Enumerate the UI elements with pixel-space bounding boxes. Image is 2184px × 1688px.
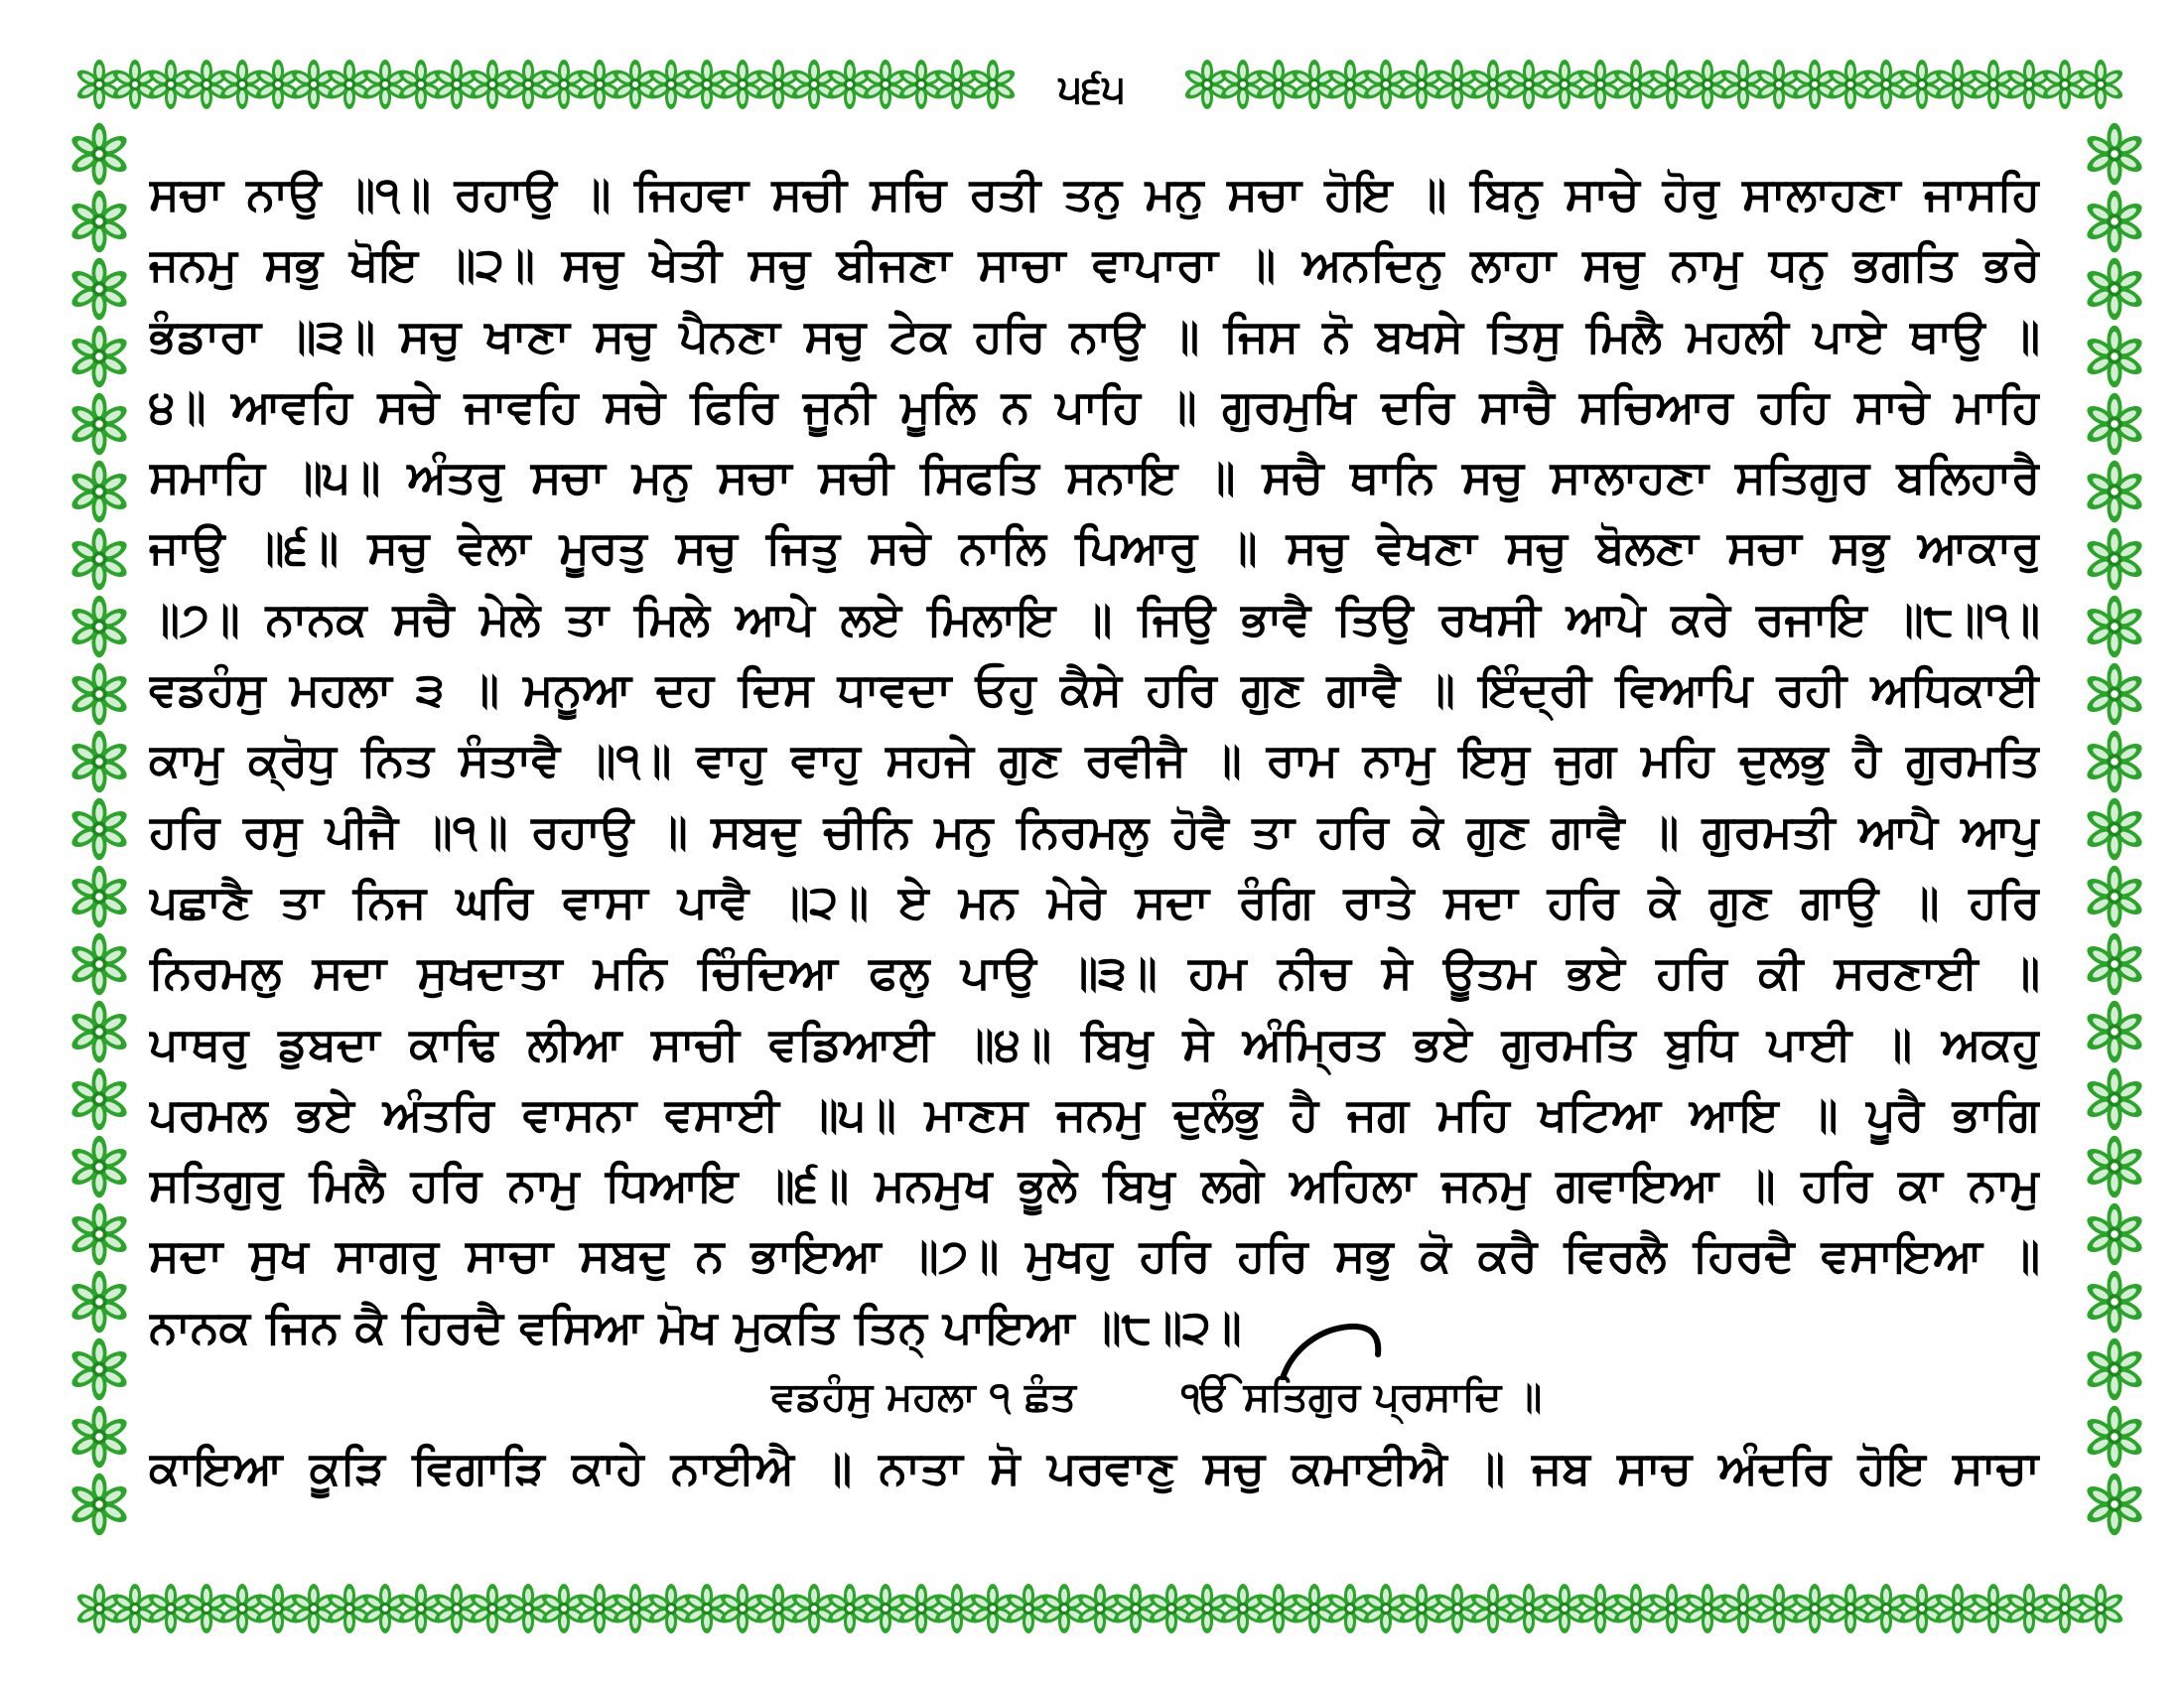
border-flower-icon [1826,1584,1874,1633]
border-flower-icon [468,60,516,109]
page-number: ੫੬੫ [1023,62,1161,117]
border-flower-icon [68,258,130,321]
border-flower-icon [2084,933,2145,996]
border-flower-icon [611,60,659,109]
border-flower-icon [1790,1584,1839,1633]
border-flower-icon [1647,60,1696,109]
border-flower-icon [2084,1136,2145,1198]
border-flower-icon [1468,1584,1517,1633]
border-flower-icon [575,1584,623,1633]
border-flower-icon [360,1584,409,1633]
text-line: ਵਡਹੰਸੁ ਮਹਲਾ ੩ ॥ ਮਨੂਆ ਦਹ ਦਿਸ ਧਾਵਦਾ ਓਹੁ ਕੈਸੇ ਹਰਿ ਗੁਣ ਗਾਵੈ ॥ ਇੰਦ੍ਰੀ ਵਿਆਪਿ ਰਹੀ ਅਧਿਕਾਈ [149,662,2040,717]
border-flower-icon [1969,1584,2017,1633]
text-line: ਸਚਾ ਨਾਉ ॥੧॥ ਰਹਾਉ ॥ ਜਿਹਵਾ ਸਚੀ ਸਚਿ ਰਤੀ ਤਨੁ ਮਨੁ ਸਚਾ ਹੋਇ ॥ ਬਿਨੁ ਸਾਚੇ ਹੋਰੁ ਸਾਲਾਹਣਾ ਜਾਸਹਿ [149,167,2040,220]
border-flower-icon [1754,60,1803,109]
border-flower-icon [1290,60,1338,109]
border-flower-icon [68,663,130,726]
border-flower-icon [1075,1584,1124,1633]
section-heading [149,1362,2040,1433]
border-flower-icon [753,1584,802,1633]
border-flower-icon [539,1584,588,1633]
border-flower-icon [646,60,695,109]
border-flower-icon [896,1584,945,1633]
border-flower-icon [646,1584,695,1633]
border-flower-icon [468,1584,516,1633]
text-line: ਜਾਉ ॥੬॥ ਸਚੁ ਵੇਲਾ ਮੂਰਤੁ ਸਚੁ ਜਿਤੁ ਸਚੇ ਨਾਲਿ ਪਿਆਰੁ ॥ ਸਚੁ ਵੇਖਣਾ ਸਚੁ ਬੋਲਣਾ ਸਚਾ ਸਭੁ ਆਕਾਰੁ [149,520,2040,575]
text-line: ਪਰਮਲ ਭਏ ਅੰਤਰਿ ਵਾਸਨਾ ਵਸਾਈ ॥੫॥ ਮਾਣਸ ਜਨਮੁ ਦੁਲੰਭੁ ਹੈ ਜਗ ਮਹਿ ਖਟਿਆ ਆਇ ॥ ਪੂਰੈ ਭਾਗਿ [149,1086,2040,1141]
border-flower-icon [896,60,945,109]
border-flower-icon [289,60,338,109]
border-flower-icon [1468,60,1517,109]
border-flower-icon [2084,731,2145,793]
border-flower-icon [182,1584,230,1633]
border-flower-icon [68,528,130,591]
border-flower-icon [68,1406,130,1469]
border-flower-icon [1361,60,1410,109]
border-flower-icon [682,1584,731,1633]
border-flower-icon [718,1584,766,1633]
border-flower-icon [2084,1068,2145,1131]
border-flower-icon [1433,60,1481,109]
border-flower-icon [1861,60,1910,109]
border-flower-icon [1218,60,1267,109]
border-flower-icon [1039,1584,1088,1633]
border-flower-icon [253,60,302,109]
border-flower-icon [825,1584,874,1633]
border-flower-icon [1397,60,1445,109]
border-flower-icon [1361,1584,1410,1633]
text-line: ੪॥ ਆਵਹਿ ਸਚੇ ਜਾਵਹਿ ਸਚੇ ਫਿਰਿ ਜੂਨੀ ਮੂਲਿ ਨ ਪਾਹਿ ॥ ਗੁਰਮੁਖਿ ਦਰਿ ਸਾਚੈ ਸਚਿਆਰ ਹਹਿ ਸਾਚੇ ਮਾਹਿ [149,378,2040,433]
border-flower-icon [2084,258,2145,321]
border-flower-icon [1325,1584,1374,1633]
mool-mantar-heading: ੴ ਸਤਿਗੁਰ ਪ੍ਰਸਾਦਿ ॥ [1181,1374,1543,1421]
border-flower-icon [1897,1584,1946,1633]
border-flower-icon [789,60,838,109]
border-flower-icon [1683,60,1731,109]
decorative-swash [1281,1321,1385,1380]
border-flower-icon [503,60,552,109]
text-line: ਭੰਡਾਰਾ ॥੩॥ ਸਚੁ ਖਾਣਾ ਸਚੁ ਪੈਨਣਾ ਸਚੁ ਟੇਕ ਹਰਿ ਨਾਉ ॥ ਜਿਸ ਨੋ ਬਖਸੇ ਤਿਸੁ ਮਿਲੈ ਮਹਲੀ ਪਾਏ ਥਾਉ ॥ [149,308,2040,362]
border-flower-icon [2076,60,2124,109]
border-flower-icon [2084,798,2145,861]
border-flower-icon [1504,1584,1553,1633]
border-flower-icon [861,1584,909,1633]
border-flower-icon [2040,1584,2089,1633]
border-flower-icon [182,60,230,109]
border-flower-icon [1754,1584,1803,1633]
border-flower-icon [2084,1271,2145,1334]
border-flower-icon [718,60,766,109]
border-flower-icon [1325,60,1374,109]
text-line: ਪਛਾਣੈ ਤਾ ਨਿਜ ਘਰਿ ਵਾਸਾ ਪਾਵੈ ॥੨॥ ਏ ਮਨ ਮੇਰੇ ਸਦਾ ਰੰਗਿ ਰਾਤੇ ਸਦਾ ਹਰਿ ਕੇ ਗੁਣ ਗਾਉ ॥ ਹਰਿ [149,874,2040,928]
text-line: ਜਨਮੁ ਸਭੁ ਖੋਇ ॥੨॥ ਸਚੁ ਖੇਤੀ ਸਚੁ ਬੀਜਣਾ ਸਾਚਾ ਵਾਪਾਰਾ ॥ ਅਨਦਿਨੁ ਲਾਹਾ ਸਚੁ ਨਾਮੁ ਧਨੁ ਭਗਤਿ ਭਰੇ [149,237,2040,292]
border-flower-icon [432,1584,480,1633]
border-flower-icon [68,461,130,523]
border-flower-icon [110,1584,159,1633]
border-flower-icon [68,866,130,928]
border-flower-icon [2084,123,2145,186]
text-line: ਨਾਨਕ ਜਿਨ ਕੈ ਹਿਰਦੈ ਵਸਿਆ ਮੋਖ ਮੁਕਤਿ ਤਿਨ੍ ਪਾਇਆ ॥੮॥੨॥ [149,1299,1242,1353]
border-flower-icon [1611,60,1660,109]
text-line: ਸਤਿਗੁਰੁ ਮਿਲੈ ਹਰਿ ਨਾਮੁ ਧਿਆਇ ॥੬॥ ਮਨਮੁਖ ਭੂਲੇ ਬਿਖੁ ਲਗੇ ਅਹਿਲਾ ਜਨਮੁ ਗਵਾਇਆ ॥ ਹਰਿ ਕਾ ਨਾਮੁ [149,1158,2040,1212]
border-flower-icon [2084,596,2145,658]
border-flower-icon [1683,1584,1731,1633]
border-flower-icon [2084,1338,2145,1401]
border-flower-icon [1004,1584,1052,1633]
heading-title: ਵਡਹੰਸੁ ਮਹਲਾ ੧ ਛੰਤ [771,1374,1076,1421]
border-flower-icon [2084,1203,2145,1266]
border-flower-icon [68,731,130,793]
border-flower-icon [1575,60,1624,109]
text-line: ਹਰਿ ਰਸੁ ਪੀਜੈ ॥੧॥ ਰਹਾਉ ॥ ਸਬਦੁ ਚੀਨਿ ਮਨੁ ਨਿਰਮਲੁ ਹੋਵੈ ਤਾ ਹਰਿ ਕੇ ਗੁਣ ਗਾਵੈ ॥ ਗੁਰਮਤੀ ਆਪੈ ਆਪੁ [149,803,2040,858]
text-line: ਕਾਮੁ ਕ੍ਰੋਧੁ ਨਿਤ ਸੰਤਾਵੈ ॥੧॥ ਵਾਹੁ ਵਾਹੁ ਸਹਜੇ ਗੁਣ ਰਵੀਜੈ ॥ ਰਾਮ ਨਾਮੁ ਇਸੁ ਜੁਗ ਮਹਿ ਦੁਲਭੁ ਹੈ ਗੁਰਮਤਿ [149,733,2040,787]
border-flower-icon [68,393,130,456]
border-flower-icon [2004,1584,2053,1633]
border-flower-icon [68,123,130,186]
border-flower-icon [2004,60,2053,109]
border-flower-icon [2084,191,2145,253]
border-flower-icon [861,60,909,109]
border-flower-icon [396,1584,445,1633]
border-flower-icon [2084,1474,2145,1536]
border-flower-icon [1611,1584,1660,1633]
border-flower-icon [1254,60,1302,109]
border-flower-icon [68,1474,130,1536]
border-flower-icon [789,1584,838,1633]
border-flower-icon [74,1584,123,1633]
border-flower-icon [2084,1001,2145,1063]
border-flower-icon [2084,1406,2145,1469]
border-flower-icon [1575,1584,1624,1633]
border-flower-icon [1826,60,1874,109]
border-flower-icon [1254,1584,1302,1633]
border-flower-icon [539,60,588,109]
text-line: ॥੭॥ ਨਾਨਕ ਸਚੈ ਮੇਲੇ ਤਾ ਮਿਲੇ ਆਪੇ ਲਏ ਮਿਲਾਇ ॥ ਜਿਉ ਭਾਵੈ ਤਿਉ ਰਖਸੀ ਆਪੇ ਕਰੇ ਰਜਾਇ ॥੮॥੧॥ [149,591,2040,645]
border-flower-icon [325,60,373,109]
border-flower-icon [932,1584,981,1633]
border-flower-icon [1897,60,1946,109]
border-flower-icon [2076,1584,2124,1633]
border-flower-icon [611,1584,659,1633]
border-flower-icon [2084,866,2145,928]
border-flower-icon [682,60,731,109]
border-flower-icon [503,1584,552,1633]
border-flower-icon [432,60,480,109]
border-flower-icon [1504,60,1553,109]
scripture-text [149,159,2040,1504]
border-flower-icon [396,60,445,109]
border-flower-icon [289,1584,338,1633]
border-flower-icon [968,1584,1017,1633]
border-flower-icon [1182,60,1231,109]
border-flower-icon [68,798,130,861]
border-flower-icon [146,60,195,109]
border-flower-icon [68,191,130,253]
border-flower-icon [1790,60,1839,109]
text-line: ਕਾਇਆ ਕੂੜਿ ਵਿਗਾੜਿ ਕਾਹੇ ਨਾਈਐ ॥ ਨਾਤਾ ਸੋ ਪਰਵਾਣੁ ਸਚੁ ਕਮਾਈਐ ॥ ਜਬ ਸਾਚ ਅੰਦਰਿ ਹੋਇ ਸਾਚਾ [149,1441,2040,1495]
border-flower-icon [360,60,409,109]
border-flower-icon [68,1338,130,1401]
border-flower-icon [68,326,130,388]
text-line: ਸਮਾਹਿ ॥੫॥ ਅੰਤਰੁ ਸਚਾ ਮਨੁ ਸਚਾ ਸਚੀ ਸਿਫਤਿ ਸਨਾਇ ॥ ਸਚੈ ਥਾਨਿ ਸਚੁ ਸਾਲਾਹਣਾ ਸਤਿਗੁਰ ਬਲਿਹਾਰੈ [149,450,2040,504]
text-line: ਪਾਥਰੁ ਡੁਬਦਾ ਕਾਢਿ ਲੀਆ ਸਾਚੀ ਵਡਿਆਈ ॥੪॥ ਬਿਖੁ ਸੇ ਅੰਮ੍ਰਿਤ ਭਏ ਗੁਰਮਤਿ ਬੁਧਿ ਪਾਈ ॥ ਅਕਹੁ [149,1016,2040,1070]
border-flower-icon [68,1068,130,1131]
border-flower-icon [1147,1584,1195,1633]
border-flower-icon [1933,1584,1981,1633]
border-flower-icon [68,1136,130,1198]
border-flower-icon [68,1271,130,1334]
border-flower-icon [753,60,802,109]
border-flower-icon [1933,60,1981,109]
border-flower-icon [2084,528,2145,591]
text-line: ਸਦਾ ਸੁਖ ਸਾਗਰੁ ਸਾਚਾ ਸਬਦੁ ਨ ਭਾਇਆ ॥੭॥ ਮੁਖਹੁ ਹਰਿ ਹਰਿ ਸਭੁ ਕੋ ਕਰੈ ਵਿਰਲੈ ਹਿਰਦੈ ਵਸਾਇਆ ॥ [149,1228,2040,1283]
border-flower-icon [1718,1584,1767,1633]
border-flower-icon [1111,1584,1160,1633]
border-flower-icon [253,1584,302,1633]
border-flower-icon [2084,461,2145,523]
border-flower-icon [1218,1584,1267,1633]
border-flower-icon [932,60,981,109]
border-flower-icon [1540,1584,1588,1633]
text-line: ਨਿਰਮਲੁ ਸਦਾ ਸੁਖਦਾਤਾ ਮਨਿ ਚਿੰਦਿਆ ਫਲੁ ਪਾਉ ॥੩॥ ਹਮ ਨੀਚ ਸੇ ਊਤਮ ਭਏ ਹਰਿ ਕੀ ਸਰਣਾਈ ॥ [149,945,2040,1000]
border-flower-icon [825,60,874,109]
border-flower-icon [1433,1584,1481,1633]
border-flower-icon [217,1584,266,1633]
border-flower-icon [68,933,130,996]
border-flower-icon [146,1584,195,1633]
border-flower-icon [1397,1584,1445,1633]
border-flower-icon [575,60,623,109]
border-flower-icon [74,60,123,109]
border-flower-icon [68,1203,130,1266]
border-flower-icon [325,1584,373,1633]
border-flower-icon [1182,1584,1231,1633]
border-flower-icon [217,60,266,109]
border-flower-icon [110,60,159,109]
border-flower-icon [1540,60,1588,109]
border-flower-icon [68,596,130,658]
border-flower-icon [2084,393,2145,456]
border-flower-icon [2084,326,2145,388]
border-flower-icon [68,1001,130,1063]
border-flower-icon [1861,1584,1910,1633]
border-flower-icon [1718,60,1767,109]
border-flower-icon [968,60,1017,109]
border-flower-icon [2040,60,2089,109]
border-flower-icon [2084,663,2145,726]
border-flower-icon [1647,1584,1696,1633]
border-flower-icon [1290,1584,1338,1633]
border-flower-icon [1969,60,2017,109]
